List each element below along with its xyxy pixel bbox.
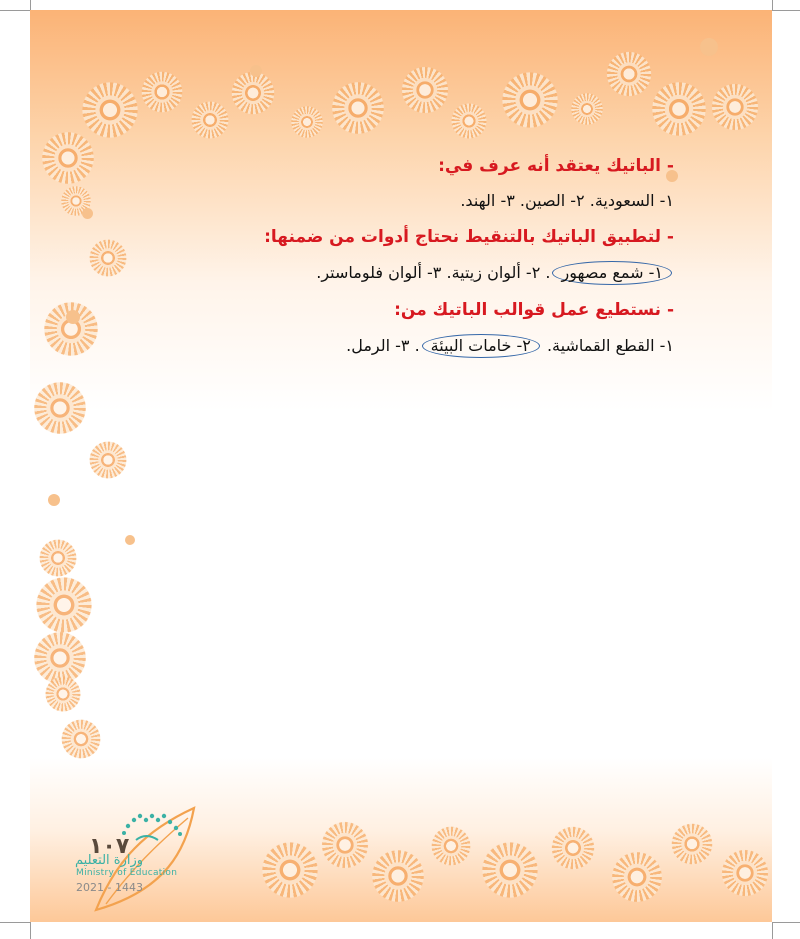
flower-decoration bbox=[670, 822, 714, 866]
dot-decoration bbox=[700, 38, 718, 56]
flower-decoration bbox=[40, 130, 96, 186]
flower-decoration bbox=[88, 238, 128, 278]
flower-decoration bbox=[370, 848, 426, 904]
page-number: ١٠٧ bbox=[89, 834, 130, 859]
dot-decoration bbox=[48, 494, 60, 506]
answer-text: ١- السعودية. ٢- الصين. ٣- الهند. bbox=[460, 191, 674, 210]
flower-decoration bbox=[140, 70, 184, 114]
crop-mark bbox=[30, 0, 31, 10]
section-heading: - نستطيع عمل قوالب الباتيك من: bbox=[394, 300, 674, 320]
answer-text: . ٢- ألوان زيتية. ٣- ألوان فلوماستر. bbox=[316, 263, 551, 282]
crop-mark bbox=[772, 922, 800, 923]
crop-mark bbox=[772, 10, 800, 11]
dot-decoration bbox=[125, 535, 135, 545]
flower-decoration bbox=[230, 70, 276, 116]
flower-decoration bbox=[260, 840, 320, 900]
flower-decoration bbox=[32, 380, 88, 436]
flower-decoration bbox=[42, 300, 100, 358]
crop-mark bbox=[30, 922, 31, 939]
flower-decoration bbox=[60, 718, 102, 760]
edition-year: 2021 - 1443 bbox=[76, 881, 143, 894]
flower-decoration bbox=[80, 80, 140, 140]
flower-decoration bbox=[190, 100, 230, 140]
textbook-page bbox=[30, 10, 772, 922]
flower-decoration bbox=[570, 92, 604, 126]
flower-decoration bbox=[38, 538, 78, 578]
crop-mark bbox=[772, 0, 773, 10]
dot-decoration bbox=[250, 65, 262, 77]
crop-mark bbox=[0, 922, 30, 923]
flower-decoration bbox=[550, 825, 596, 871]
dot-decoration bbox=[82, 208, 93, 219]
flower-decoration bbox=[44, 675, 82, 713]
crop-mark bbox=[0, 10, 30, 11]
answer-line bbox=[174, 190, 674, 212]
circled-answer: ١- شمع مصهور bbox=[552, 261, 672, 285]
flower-decoration bbox=[430, 825, 472, 867]
flower-decoration bbox=[320, 820, 370, 870]
exercise-answers bbox=[174, 155, 674, 372]
dot-decoration bbox=[66, 310, 80, 324]
flower-decoration bbox=[605, 50, 653, 98]
answer-text: . ٣- الرمل. bbox=[346, 336, 420, 355]
flower-decoration bbox=[88, 440, 128, 480]
ministry-name-english: Ministry of Education bbox=[76, 868, 178, 878]
flower-decoration bbox=[480, 840, 540, 900]
circled-answer: ٢- خامات البيئة bbox=[422, 334, 540, 358]
answer-line bbox=[174, 261, 674, 285]
flower-decoration bbox=[290, 105, 324, 139]
ministry-name-arabic: وزارة التعليم bbox=[75, 853, 144, 868]
flower-decoration bbox=[330, 80, 386, 136]
section-heading: - الباتيك يعتقد أنه عرف في: bbox=[438, 156, 674, 176]
flower-decoration bbox=[650, 80, 708, 138]
flower-decoration bbox=[34, 575, 94, 635]
flower-decoration bbox=[500, 70, 560, 130]
crop-mark bbox=[772, 922, 773, 939]
answer-line bbox=[174, 334, 674, 358]
section-heading: - لتطبيق الباتيك بالتنقيط نحتاج أدوات من ضمنها: bbox=[264, 227, 674, 247]
flower-decoration bbox=[450, 102, 488, 140]
flower-decoration bbox=[720, 848, 770, 898]
flower-decoration bbox=[610, 850, 664, 904]
flower-decoration bbox=[710, 82, 760, 132]
flower-decoration bbox=[400, 65, 450, 115]
answer-text: ١- القطع القماشية. bbox=[541, 336, 674, 355]
